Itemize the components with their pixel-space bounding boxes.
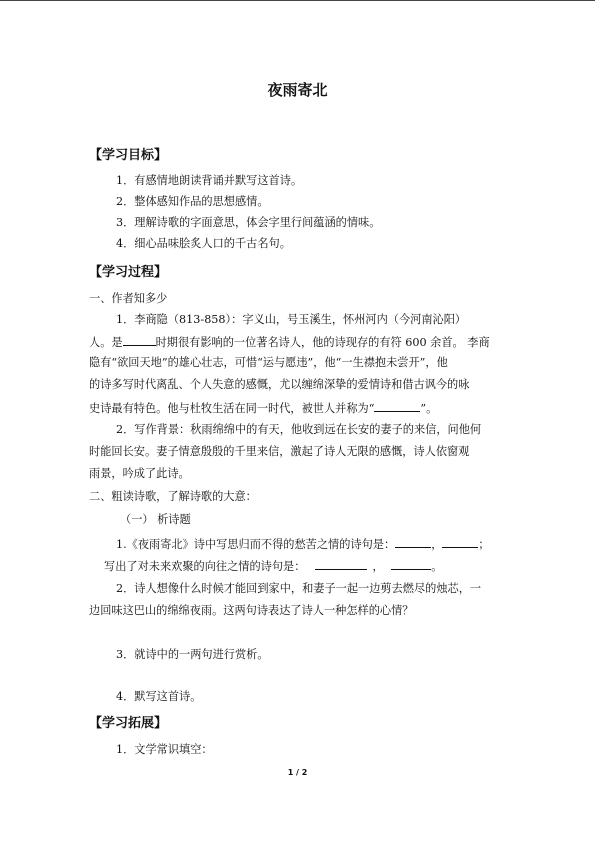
author-text: 时期很有影响的一位著名诗人，他的诗现存的有符 600 余首。 李商	[155, 336, 490, 349]
fill-blank-era[interactable]	[123, 334, 156, 346]
author-paragraph-line	[89, 334, 490, 350]
author-paragraph-line	[89, 400, 437, 416]
goal-item-4: 4．细心品味脍炙人口的千古名句。	[116, 237, 291, 250]
section-heading-extend: 【学习拓展】	[89, 716, 168, 731]
goal-item-2: 2．整体感知作品的思想感情。	[116, 195, 269, 208]
fill-blank-line-1[interactable]	[395, 536, 431, 548]
part2-subheading: （一） 析诗题	[120, 513, 191, 526]
question-2-line: 2．诗人想像什么时候才能回到家中，和妻子一起一边剪去燃尽的烛芯，一	[116, 582, 482, 595]
fill-blank-line-2[interactable]	[442, 536, 478, 548]
author-text: 史诗最有特色。他与杜牧生活在同一时代，被世人并称为“	[89, 402, 375, 415]
section-heading-process: 【学习过程】	[89, 265, 168, 280]
author-paragraph-line: 隐有“欲回天地”的雄心壮志，可惜“运与愿违”，他“一生襟抱未尝开”，他	[89, 356, 448, 369]
question-text: 写出了对未来欢聚的向往之情的诗句是：	[104, 560, 306, 573]
document-title: 夜雨寄北	[267, 81, 328, 99]
background-paragraph-line: 2．写作背景：秋雨绵绵中的有天，他收到远在长安的妻子的来信，问他何	[116, 423, 482, 436]
author-text: ”。	[420, 402, 438, 415]
goal-item-3: 3．理解诗歌的字面意思，体会字里行间蕴涵的情味。	[116, 216, 381, 229]
goal-item-1: 1．有感情地朗读背诵并默写这首诗。	[116, 174, 303, 187]
question-3: 3．就诗中的一两句进行赏析。	[116, 648, 269, 661]
background-paragraph-line: 雨景，吟成了此诗。	[89, 467, 190, 480]
question-text: ，	[431, 538, 443, 551]
question-4: 4．默写这首诗。	[116, 690, 202, 703]
extend-question-1: 1．文学常识填空：	[116, 743, 213, 756]
question-1-line	[116, 536, 490, 552]
background-paragraph-line: 时能回长安。妻子情意殷殷的千里来信，激起了诗人无限的感慨，诗人依窗观	[89, 445, 470, 458]
author-paragraph-line: 1．李商隐（813-858）：字义山，号玉溪生，怀州河内（今河南沁阳）	[116, 313, 467, 326]
question-text: 1.《夜雨寄北》诗中写思归而不得的愁苦之情的诗句是：	[116, 538, 396, 551]
question-text: ；	[478, 538, 490, 551]
part1-heading: 一、作者知多少	[89, 292, 168, 305]
question-2-line: 边回味这巴山的绵绵夜雨。这两句诗表达了诗人一种怎样的心情？	[89, 604, 414, 617]
page-number: 1 / 2	[287, 768, 308, 777]
fill-blank-line-4[interactable]	[391, 558, 431, 570]
question-1-line	[104, 558, 442, 574]
part2-heading: 二、粗读诗歌，了解诗歌的大意：	[89, 490, 257, 503]
author-paragraph-line: 的诗多写时代离乱、个人失意的感慨，尤以缠绵深挚的爱情诗和借古讽今的咏	[89, 378, 470, 391]
page-top-rule	[0, 0, 595, 1]
author-text: 人。是	[89, 336, 123, 349]
question-text: 。	[431, 560, 443, 573]
fill-blank-line-3[interactable]	[315, 558, 367, 570]
fill-blank-nickname[interactable]	[374, 400, 420, 412]
section-heading-goals: 【学习目标】	[89, 148, 168, 163]
question-text: ，	[372, 560, 384, 573]
